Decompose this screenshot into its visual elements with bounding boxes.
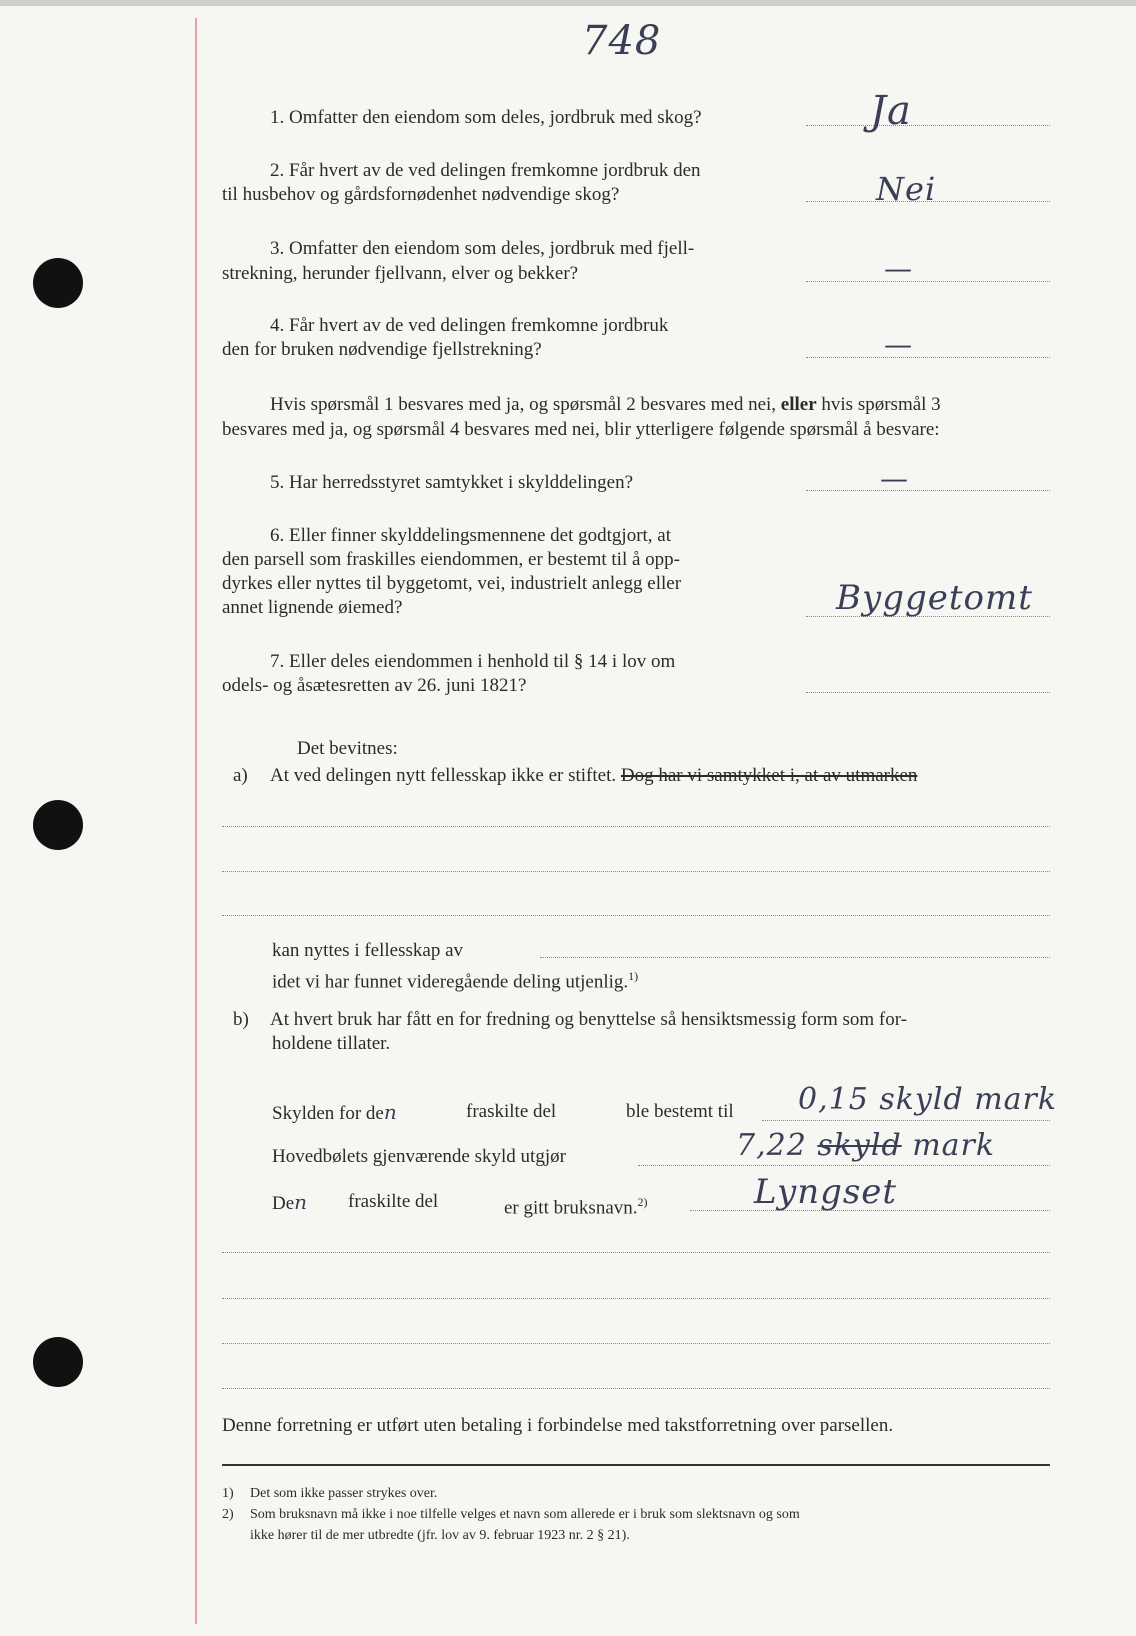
certify-b-line2: holdene tillater. (272, 1033, 391, 1054)
footnote-separator (222, 1464, 1050, 1466)
condition-line1-end: hvis spørsmål 3 (821, 394, 941, 415)
blank-line-2 (222, 871, 1050, 872)
red-margin-line (195, 18, 197, 1624)
footnote-2-mark: 2) (222, 1507, 234, 1522)
punch-hole-middle (33, 800, 83, 850)
punch-hole-top (33, 258, 83, 308)
question-3-answer: — (884, 252, 913, 285)
skyld-row3-end (504, 1190, 648, 1220)
footnote-1-text: Det som ikke passer strykes over. (250, 1486, 438, 1501)
certify-heading: Det bevitnes: (297, 738, 398, 759)
certify-a-text (270, 764, 917, 788)
skyld-row3-label (272, 1190, 308, 1216)
skyld-row1-hand-n: n (383, 1100, 398, 1124)
question-1-text: 1. Omfatter den eiendom som deles, jordbruk med skog? (270, 107, 702, 128)
question-6-line4: annet lignende øiemed? (222, 597, 403, 618)
skyld-row1-end: ble bestemt til (626, 1101, 734, 1122)
blank-line-4 (222, 1252, 1050, 1253)
question-1-answer: Ja (870, 88, 912, 134)
condition-line1 (270, 393, 941, 417)
question-4-answer: — (884, 328, 913, 361)
question-7-line1: 7. Eller deles eiendommen i henhold til § 14 i lov om (270, 651, 676, 672)
skyld-row1-start: Skylden for de (272, 1103, 384, 1124)
skyld-row2-number: 7,22 (736, 1128, 807, 1163)
question-4-line2: den for bruken nødvendige fjellstrekning? (222, 339, 542, 360)
blank-line-6 (222, 1343, 1050, 1344)
question-3-line2: strekning, herunder fjellvann, elver og bekker? (222, 263, 579, 284)
question-7-line2: odels- og åsætesretten av 26. juni 1821? (222, 675, 527, 696)
skyld-row1-label (272, 1100, 398, 1126)
question-5-answer: — (880, 462, 909, 495)
question-3-line1: 3. Omfatter den eiendom som deles, jordbruk med fjell- (270, 238, 695, 259)
skyld-row3-text: er gitt bruksnavn. (504, 1197, 638, 1219)
question-1-answer-line (806, 125, 1050, 126)
certify-a-label: a) (233, 765, 248, 786)
question-5-answer-line (806, 490, 1050, 491)
question-2-line2: til husbehov og gårdsfornødenhet nødvendige skog? (222, 184, 620, 205)
punch-hole-bottom (33, 1337, 83, 1387)
certify-b-label: b) (233, 1009, 249, 1030)
skyld-row1-answer: 0,15 skyld mark (798, 1082, 1058, 1117)
blank-line-3 (222, 915, 1050, 916)
certify-b-line1: At hvert bruk har fått en for fredning og benyttelse så hensiktsmessig form som for- (270, 1009, 908, 1030)
idet-text (272, 964, 638, 994)
blank-line-1 (222, 826, 1050, 827)
question-6-line2: den parsell som fraskilles eiendommen, er bestemt til å opp- (222, 549, 680, 570)
question-4-answer-line (806, 357, 1050, 358)
condition-line1-start: Hvis spørsmål 1 besvares med ja, og spørsmål 2 besvares med nei, (270, 394, 777, 415)
closing-statement: Denne forretning er utført uten betaling i forbindelse med takstforretning over parsellen. (222, 1415, 894, 1436)
question-6-line1: 6. Eller finner skylddelingsmennene det godtgjort, at (270, 525, 672, 546)
skyld-row3-answer: Lyngset (754, 1172, 898, 1212)
footnote-1 (222, 1484, 234, 1504)
footnote-2-text: Som bruksnavn må ikke i noe tilfelle velges et navn som allerede er i bruk som slektsnavn og som (250, 1507, 800, 1522)
footnote-2-text-continued: ikke hører til de mer utbredte (jfr. lov av 9. februar 1923 nr. 2 § 21). (250, 1528, 630, 1543)
blank-line-5 (222, 1298, 1050, 1299)
skyld-row3-start: De (272, 1193, 295, 1214)
idet-statement: idet vi har funnet videregående deling utjenlig. (272, 971, 629, 993)
skyld-row2-label: Hovedbølets gjenværende skyld utgjør (272, 1146, 566, 1167)
skyld-row3-middle: fraskilte del (348, 1191, 439, 1212)
certify-a-struck-text: Dog har vi samtykket i, at av utmarken (620, 765, 918, 786)
footnote-2 (222, 1505, 234, 1525)
skyld-row2-answer-line (638, 1165, 1050, 1166)
question-5-text: 5. Har herredsstyret samtykket i skylddelingen? (270, 472, 634, 493)
footnote-1-mark: 1) (222, 1486, 234, 1501)
question-2-line1: 2. Får hvert av de ved delingen fremkomne jordbruk den (270, 160, 701, 181)
question-2-answer: Nei (876, 170, 937, 208)
idet-footnote-ref: 1) (628, 969, 639, 983)
skyld-row3-hand-n: n (294, 1190, 309, 1214)
page-number: 748 (582, 18, 662, 64)
certify-a-statement: At ved delingen nytt fellesskap ikke er stiftet. (270, 765, 617, 786)
skyld-row3-footnote-ref: 2) (637, 1195, 648, 1209)
page-top-edge (0, 0, 1136, 6)
kan-nyttes-line (540, 957, 1050, 958)
skyld-row2-answer (736, 1128, 995, 1163)
kan-nyttes-text: kan nyttes i fellesskap av (272, 940, 464, 961)
question-6-answer: Byggetomt (836, 578, 1033, 618)
skyld-row2-struck: skyld (817, 1128, 902, 1163)
skyld-row1-answer-line (762, 1120, 1050, 1121)
skyld-row2-unit: mark (912, 1128, 996, 1163)
skyld-row1-middle: fraskilte del (466, 1101, 557, 1122)
question-6-line3: dyrkes eller nyttes til byggetomt, vei, industrielt anlegg eller (222, 573, 682, 594)
condition-line2: besvares med ja, og spørsmål 4 besvares med nei, blir ytterligere følgende spørsmål å besvare: (222, 419, 940, 440)
condition-line1-bold: eller (780, 394, 817, 415)
blank-line-7 (222, 1388, 1050, 1389)
question-7-answer-line (806, 692, 1050, 693)
question-4-line1: 4. Får hvert av de ved delingen fremkomne jordbruk (270, 315, 669, 336)
question-3-answer-line (806, 281, 1050, 282)
